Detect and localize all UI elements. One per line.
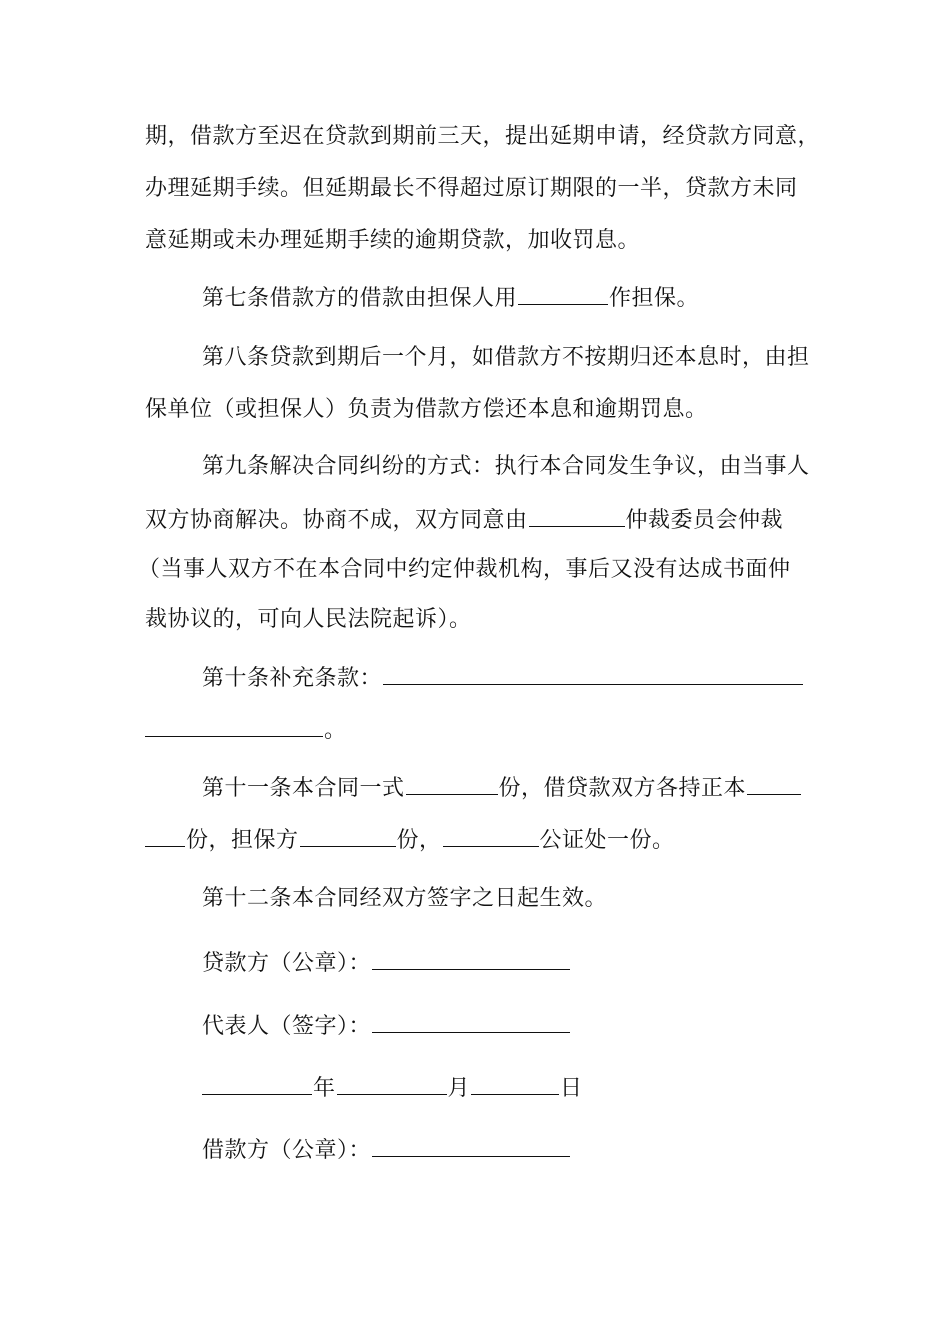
guarantee-blank[interactable] [518, 282, 608, 305]
paragraph-text: 意延期或未办理延期手续的逾期贷款，加收罚息。 [145, 228, 641, 253]
copies-each-party-blank[interactable] [747, 772, 801, 795]
date-label: 月 [447, 1076, 471, 1101]
month-blank[interactable] [337, 1072, 447, 1095]
paragraph-line [145, 174, 798, 204]
article-text: 第十条补充条款： [202, 666, 383, 691]
article-text: 第十一条本合同一式 [202, 776, 405, 801]
paragraph-text: 办理延期手续。但延期最长不得超过原订期限的一半，贷款方未同 [145, 176, 798, 201]
representative-signature-blank[interactable] [372, 1010, 570, 1033]
article-text: 第八条贷款到期后一个月，如借款方不按期归还本息时，由担 [202, 345, 810, 370]
article-text: 双方协商解决。协商不成，双方同意由 [145, 508, 528, 533]
article-text: 公证处一份。 [539, 828, 675, 853]
lender-seal-line [202, 947, 571, 979]
representative-line [202, 1010, 571, 1042]
supplementary-terms-blank[interactable] [383, 662, 803, 685]
article-11-line-1 [202, 772, 802, 804]
article-8-line-2 [145, 395, 708, 425]
borrower-seal-blank[interactable] [372, 1134, 570, 1157]
article-text: 裁协议的，可向人民法院起诉）。 [145, 607, 472, 632]
signature-label: 代表人（签字）： [202, 1014, 372, 1039]
article-8-line-1 [202, 343, 810, 373]
article-text: 仲裁委员会仲裁 [625, 508, 784, 533]
paragraph-line [145, 226, 640, 256]
signature-label: 借款方（公章）： [202, 1138, 372, 1163]
article-10-line-1 [202, 662, 804, 694]
article-text: 保单位（或担保人）负责为借款方偿还本息和逾期罚息。 [145, 397, 708, 422]
article-text: 份，担保方 [186, 828, 299, 853]
date-label: 年 [313, 1076, 336, 1101]
day-blank[interactable] [471, 1072, 559, 1095]
paragraph-line [145, 122, 820, 152]
article-text: 。 [324, 718, 347, 743]
article-text: 第十二条本合同经双方签字之日起生效。 [202, 886, 608, 911]
article-9-line-1 [202, 452, 810, 482]
date-label: 日 [560, 1076, 583, 1101]
copies-each-party-blank-continued[interactable] [145, 824, 185, 847]
article-text: 第七条借款方的借款由担保人用 [202, 286, 518, 311]
article-text: 作担保。 [609, 286, 700, 311]
borrower-seal-line [202, 1134, 571, 1166]
copies-guarantor-blank[interactable] [300, 824, 396, 847]
signature-label: 贷款方（公章）： [202, 951, 372, 976]
arbitration-committee-blank[interactable] [529, 504, 625, 527]
lender-seal-blank[interactable] [372, 947, 570, 970]
article-10-line-2 [145, 714, 347, 746]
date-line [202, 1072, 583, 1104]
article-text: （当事人双方不在本合同中约定仲裁机构，事后又没有达成书面仲 [138, 557, 791, 582]
article-text: 份， [396, 828, 442, 853]
paragraph-text: 期，借款方至迟在贷款到期前三天，提出延期申请，经贷款方同意， [145, 124, 821, 149]
copies-total-blank[interactable] [406, 772, 498, 795]
article-11-line-2 [145, 824, 675, 856]
article-9-line-3 [138, 555, 791, 585]
article-9-line-2 [145, 504, 783, 536]
article-text: 份，借贷款双方各持正本 [498, 776, 747, 801]
article-12 [202, 884, 607, 914]
supplementary-terms-blank-continued[interactable] [145, 714, 323, 737]
article-7 [202, 282, 699, 314]
year-blank[interactable] [202, 1072, 312, 1095]
notary-office-blank[interactable] [443, 824, 539, 847]
article-9-line-4 [145, 605, 472, 635]
article-text: 第九条解决合同纠纷的方式：执行本合同发生争议，由当事人 [202, 454, 810, 479]
